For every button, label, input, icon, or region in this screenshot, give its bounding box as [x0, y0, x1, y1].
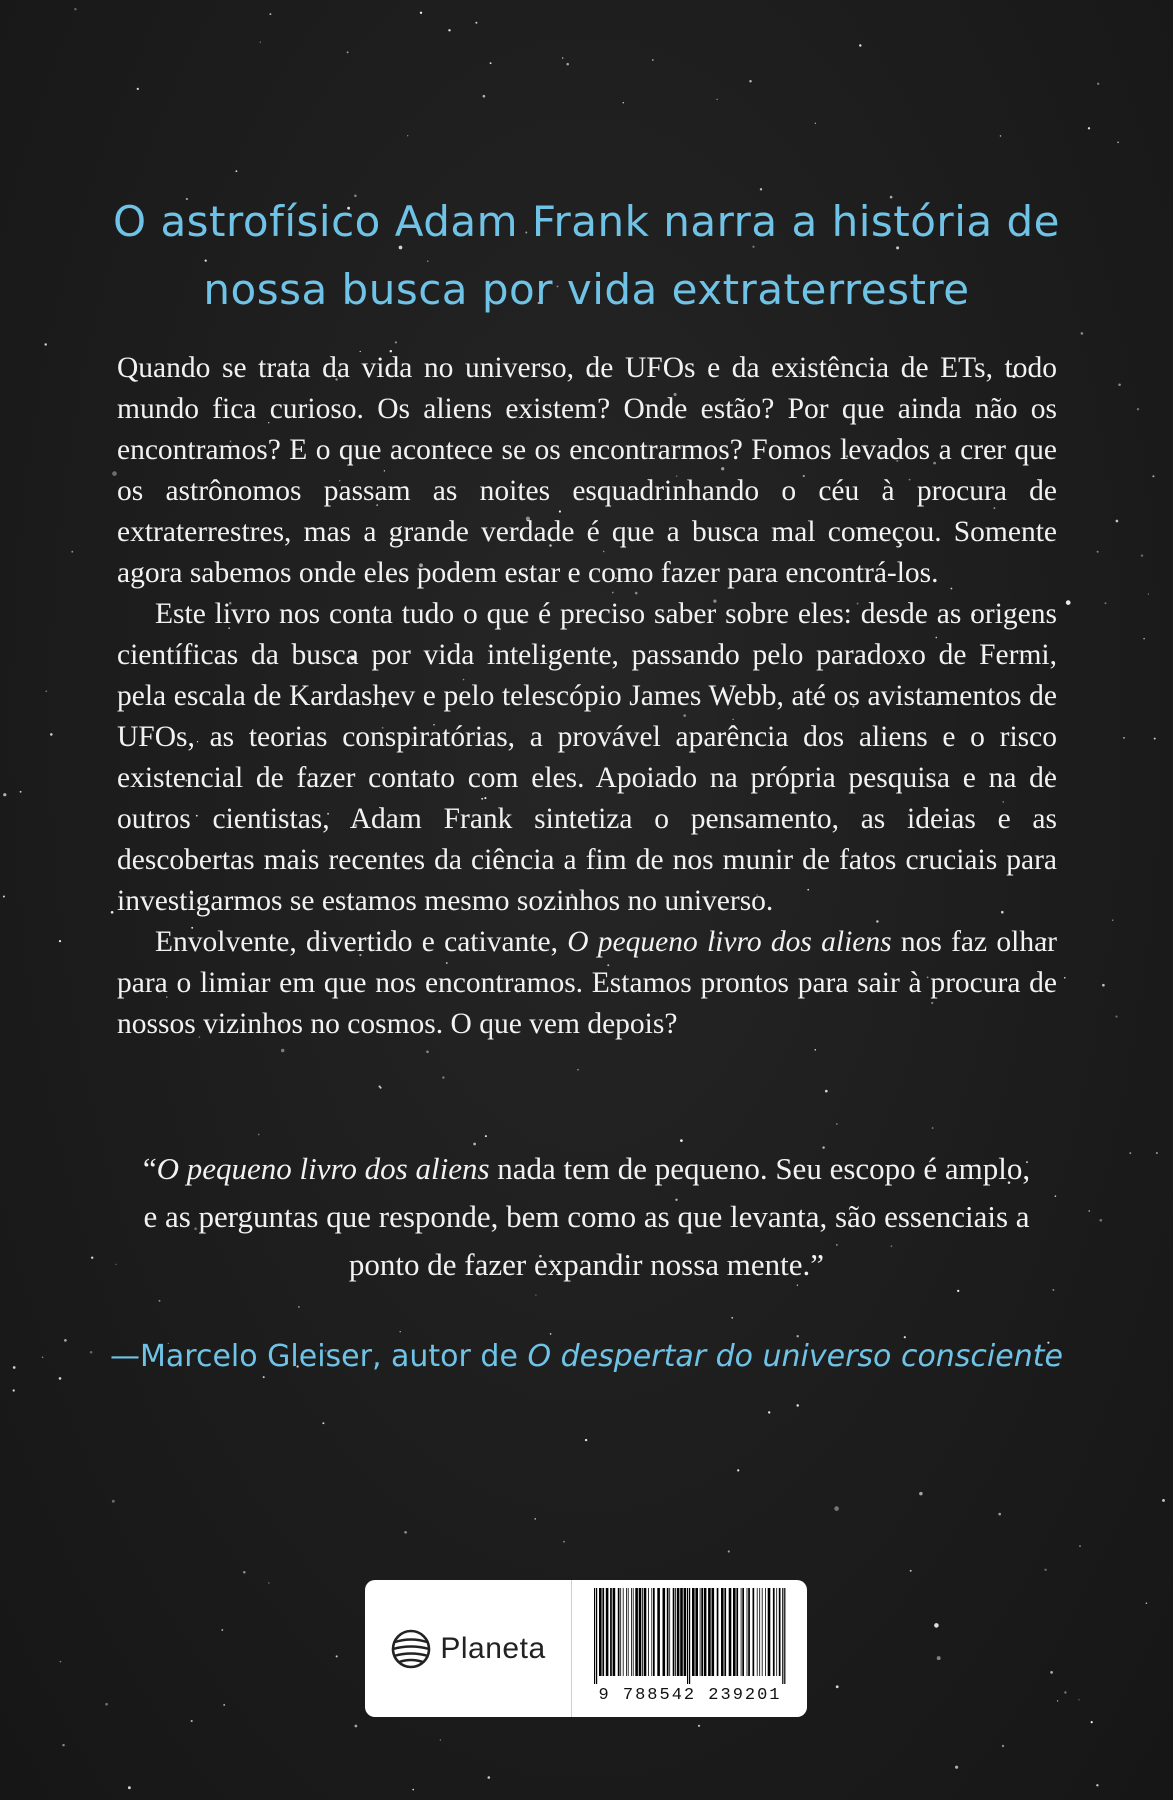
star — [13, 1366, 16, 1369]
star — [717, 99, 718, 100]
star — [223, 1704, 225, 1706]
publisher-logo — [365, 1580, 571, 1717]
star — [1115, 1016, 1117, 1018]
barcode-bars — [580, 1588, 800, 1684]
star — [652, 59, 654, 61]
synopsis-paragraph-3 — [117, 922, 1057, 1045]
barcode-bar — [724, 1588, 726, 1676]
barcode-bar — [631, 1588, 632, 1676]
star — [20, 791, 22, 793]
barcode-bar — [773, 1588, 775, 1676]
barcode-bar — [610, 1588, 612, 1676]
barcode-guard-bar — [784, 1588, 785, 1684]
star — [475, 22, 477, 24]
barcode-bar — [779, 1588, 781, 1676]
star — [796, 1404, 798, 1406]
star — [1162, 1499, 1165, 1502]
barcode-bar — [620, 1588, 621, 1676]
star — [1105, 602, 1107, 604]
star — [221, 1629, 223, 1631]
star — [728, 1550, 730, 1552]
star — [1137, 408, 1139, 410]
star — [563, 1541, 565, 1543]
barcode-bar — [653, 1588, 655, 1676]
star — [1143, 638, 1144, 639]
barcode-guard-bar — [689, 1588, 690, 1684]
star — [834, 1506, 839, 1511]
star — [680, 1139, 683, 1142]
barcode-bar — [776, 1588, 777, 1676]
star — [1097, 551, 1099, 553]
barcode-bar — [599, 1588, 602, 1676]
star — [236, 170, 238, 172]
star — [1129, 1152, 1131, 1154]
barcode-bar — [721, 1588, 724, 1676]
star — [483, 95, 486, 98]
barcode-guard-bar — [596, 1588, 597, 1684]
barcode-bar — [701, 1588, 703, 1676]
star — [585, 1439, 587, 1441]
barcode-bar — [741, 1588, 742, 1676]
star — [1102, 984, 1105, 987]
star — [836, 1123, 838, 1125]
star — [50, 733, 53, 736]
star — [407, 135, 408, 136]
star — [380, 1087, 382, 1089]
star — [1064, 977, 1066, 979]
barcode-bar — [606, 1588, 609, 1676]
star — [298, 1306, 300, 1308]
star — [1099, 1219, 1102, 1222]
barcode-bar — [602, 1588, 604, 1676]
star — [534, 1518, 536, 1520]
star — [45, 690, 47, 692]
synopsis-p3-end: nos faz olhar para o limiar em que nos encontramos. Estamos prontos para sair à procura de nossos vizinhos no cosmos. O que vem depois? — [117, 926, 1057, 1040]
star — [62, 1744, 65, 1747]
barcode-bar — [677, 1588, 680, 1676]
star — [440, 1739, 441, 1740]
headline-line-2: nossa busca por vida extraterrestre — [203, 265, 970, 314]
barcode-bar — [736, 1588, 738, 1676]
star — [105, 1703, 108, 1706]
star — [836, 1685, 839, 1688]
star — [859, 44, 861, 46]
star — [535, 1295, 536, 1296]
star — [1117, 142, 1119, 144]
star — [1118, 383, 1121, 386]
star — [1057, 1700, 1058, 1701]
star — [815, 123, 816, 124]
star — [71, 551, 73, 553]
attribution-author: —Marcelo Gleiser, autor de — [110, 1339, 528, 1374]
barcode-bar — [684, 1588, 687, 1676]
star — [1078, 1699, 1079, 1700]
star — [90, 1351, 93, 1354]
synopsis-p3-start: Envolvente, divertido e cativante, — [155, 926, 568, 958]
blurb-quote — [140, 1145, 1033, 1289]
isbn-number: 9 788542 239201 — [598, 1686, 782, 1705]
star — [488, 1776, 491, 1779]
barcode-bar — [700, 1588, 701, 1676]
star — [243, 1571, 246, 1574]
star — [42, 1356, 44, 1358]
barcode-bar — [675, 1588, 676, 1676]
star — [749, 80, 751, 82]
star — [64, 1339, 67, 1342]
star — [404, 1531, 407, 1534]
barcode-bar — [768, 1588, 771, 1676]
synopsis-paragraph-1: Quando se trata da vida no universo, de UFOs e da existência de ETs, todo mundo fica curioso. Os aliens existem? Onde estão? Por que ainda não os encontramos? E o que acontece se os encontrarmos? Fomos levados a crer que os astrônomos passam as noites esquadrinhando o céu à procura de extraterrestres, mas a grande verdade é que a busca mal começou. Somente agora sabemos onde eles podem estar e como fazer para encontrá-los. — [117, 352, 1057, 589]
star — [1064, 1691, 1066, 1693]
star — [1097, 83, 1099, 85]
star — [191, 1720, 193, 1722]
star — [1088, 1210, 1089, 1211]
barcode-bar — [628, 1588, 629, 1676]
headline — [110, 188, 1063, 324]
attribution-work-title: O despertar do universo consciente — [527, 1339, 1063, 1374]
star — [355, 1725, 358, 1728]
star — [698, 1725, 700, 1727]
quote-book-title: O pequeno livro dos aliens — [156, 1151, 490, 1186]
star — [260, 42, 261, 43]
quote-attribution — [110, 1335, 1063, 1379]
star — [268, 1582, 270, 1584]
publisher-barcode-label — [365, 1580, 807, 1717]
star — [3, 896, 5, 898]
star — [825, 1090, 828, 1093]
barcode-bar — [759, 1588, 760, 1676]
star — [60, 1661, 62, 1663]
star — [412, 1789, 414, 1791]
barcode-bar — [717, 1588, 719, 1676]
barcode-bar — [708, 1588, 711, 1676]
barcode-bar — [753, 1588, 755, 1676]
star — [1000, 135, 1002, 137]
star — [1096, 1784, 1098, 1786]
star — [400, 1331, 401, 1332]
star — [1156, 1152, 1158, 1154]
star — [1152, 475, 1154, 477]
barcode-bar — [618, 1588, 620, 1676]
barcode-guard-bar — [782, 1588, 783, 1684]
barcode-bar — [642, 1588, 643, 1676]
star — [1066, 600, 1071, 605]
star — [1154, 738, 1156, 740]
star — [322, 1422, 324, 1424]
star — [731, 1317, 733, 1319]
star — [815, 1049, 816, 1050]
quote-open-mark: “ — [142, 1151, 157, 1186]
barcode-bar — [648, 1588, 649, 1676]
barcode-bar — [680, 1588, 683, 1676]
barcode-bar — [712, 1588, 715, 1676]
star — [74, 8, 76, 10]
star — [1141, 554, 1143, 556]
star — [442, 1076, 444, 1078]
star — [919, 1492, 923, 1496]
star — [934, 1623, 939, 1628]
star — [128, 1786, 131, 1789]
synopsis — [117, 348, 1057, 1045]
star — [1112, 919, 1113, 920]
star — [768, 1411, 770, 1413]
star — [420, 12, 422, 14]
star — [955, 1766, 958, 1769]
barcode-bar — [748, 1588, 750, 1676]
star — [395, 341, 397, 343]
star — [932, 1127, 934, 1129]
barcode-guard-bar — [687, 1588, 688, 1684]
star — [566, 63, 569, 66]
star — [112, 1500, 115, 1503]
barcode-bar — [692, 1588, 695, 1676]
barcode-bar — [623, 1588, 624, 1676]
barcode-bar — [663, 1588, 666, 1676]
star — [1052, 1289, 1054, 1291]
barcode-bar — [626, 1588, 627, 1676]
star — [59, 1377, 62, 1380]
barcode-bar — [695, 1588, 698, 1676]
barcode-bar — [742, 1588, 744, 1676]
star — [137, 88, 139, 90]
star — [562, 57, 563, 58]
globe-icon — [390, 1628, 432, 1670]
star — [111, 911, 114, 914]
barcode-bar — [733, 1588, 736, 1676]
book-title-inline: O pequeno livro dos aliens — [567, 926, 892, 958]
star — [485, 1135, 487, 1137]
star — [623, 102, 624, 103]
quote-text: nada tem de pequeno. Seu escopo é amplo, e as perguntas que responde, bem como as que levanta, são essenciais a ponto de fazer expandir nossa mente.” — [143, 1151, 1031, 1282]
star — [13, 1389, 15, 1391]
star — [258, 1134, 260, 1136]
star — [1044, 1569, 1046, 1571]
star — [1079, 1545, 1081, 1547]
star — [910, 1570, 912, 1572]
headline-line-1: O astrofísico Adam Frank narra a história de — [113, 197, 1060, 246]
barcode-bar — [667, 1588, 669, 1676]
barcode-bar — [651, 1588, 652, 1676]
barcode-bar — [747, 1588, 748, 1676]
barcode-bar — [704, 1588, 707, 1676]
barcode-bar — [657, 1588, 660, 1676]
star — [115, 1264, 116, 1265]
star — [737, 1469, 739, 1471]
synopsis-paragraph-2: Este livro nos conta tudo o que é preciso saber sobre eles: desde as origens científicas da busca por vida inteligente, passando pelo paradoxo de Fermi, pela escala de Kardashev e pelo telescópio James Webb, até os avistamentos de UFOs, as teorias conspiratórias, a provável aparência dos aliens e o risco existencial de fazer contato com eles. Apoiado na própria pesquisa e na de outros cientistas, Adam Frank sintetiza o pensamento, as ideias e as descobertas mais recentes da ciência a fim de nos munir de fatos cruciais para investigarmos se estamos mesmo sozinhos no universo. — [117, 598, 1057, 917]
star — [1002, 1745, 1004, 1747]
barcode-bar — [633, 1588, 634, 1676]
star — [577, 1069, 579, 1071]
star — [1081, 332, 1084, 335]
publisher-name: Planeta — [440, 1631, 546, 1665]
star — [336, 1655, 338, 1657]
star — [1091, 1721, 1093, 1723]
star — [91, 1256, 93, 1258]
barcode-bar — [644, 1588, 647, 1676]
star — [281, 1049, 285, 1053]
barcode-bar — [613, 1588, 616, 1676]
label-divider — [571, 1580, 572, 1717]
star — [45, 343, 47, 345]
star — [998, 1513, 1001, 1516]
star — [159, 1300, 161, 1302]
barcode-guard-bar — [594, 1588, 595, 1684]
star — [269, 13, 271, 15]
star — [490, 62, 492, 64]
star — [957, 1290, 959, 1292]
barcode-bar — [669, 1588, 670, 1676]
star — [347, 51, 349, 53]
star — [3, 793, 6, 796]
star — [1088, 127, 1090, 129]
star — [1146, 1602, 1148, 1604]
star — [1050, 1671, 1053, 1674]
star — [1148, 593, 1149, 594]
barcode-bar — [635, 1588, 638, 1676]
star — [1055, 1195, 1057, 1197]
star — [448, 29, 450, 31]
barcode-bar — [765, 1588, 766, 1676]
star — [426, 1050, 429, 1053]
star — [937, 1656, 941, 1660]
barcode-bar — [757, 1588, 758, 1676]
star — [1123, 737, 1125, 739]
barcode-bar — [729, 1588, 732, 1676]
barcode-bar — [639, 1588, 642, 1676]
barcode-bar — [762, 1588, 763, 1676]
barcode-bar — [673, 1588, 675, 1676]
star — [1116, 520, 1119, 523]
isbn-barcode — [580, 1588, 800, 1710]
star — [59, 940, 61, 942]
